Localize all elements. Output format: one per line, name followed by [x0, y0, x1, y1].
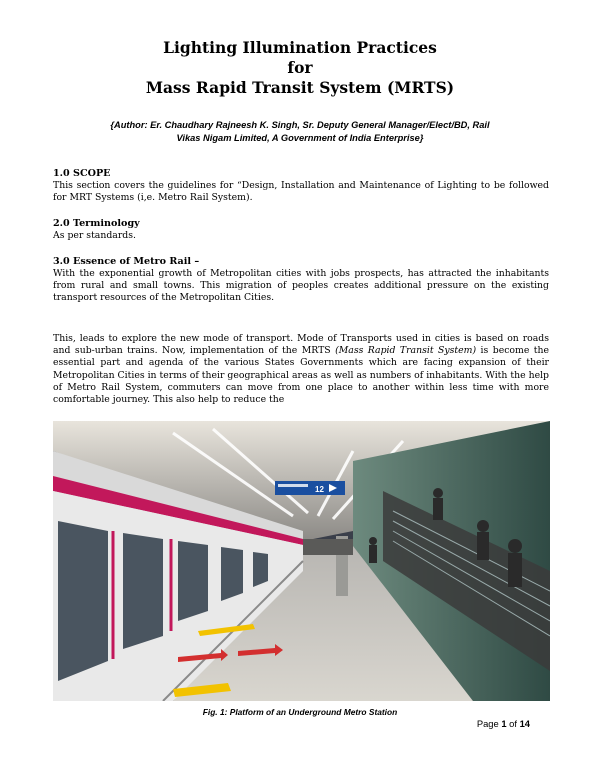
- metro-station-illustration: [53, 421, 550, 701]
- document-title-line-3: Mass Rapid Transit System (MRTS): [145, 78, 455, 97]
- transport-paragraph-part-1: This, leads to explore the new mode of transport. Mode of Transports used in cities is based on roads and sub-urban trains. Now, implementation of the MRTS: [53, 333, 549, 357]
- terminology-text: As per standards.: [53, 230, 136, 241]
- metro-station-photo: [53, 421, 550, 701]
- sign-number: 12: [315, 485, 324, 494]
- transport-paragraph-emphasis: (Mass Rapid Transit System): [335, 345, 477, 357]
- direction-sign-text-block: [278, 484, 308, 487]
- author-line-2: Vikas Nigam Limited, A Government of India Enterprise}: [176, 133, 424, 143]
- figure-caption: Fig. 1: Platform of an Underground Metro Station: [202, 707, 398, 717]
- document-title-line-2: for: [287, 58, 313, 77]
- page-current: 1: [501, 718, 507, 729]
- page-prefix: Page: [476, 718, 502, 729]
- transport-paragraph-part-2: is become the essential part and agenda of the various States Governments which are facing expansion of their Metropolitan Cities in terms of their geographical areas as well as numbers of inhabitants. With the help of Metro Rail System, commuters can move from one place to another within less time with more comfortable journey. This also help to reduce the: [53, 345, 550, 406]
- scope-heading: 1.0 SCOPE: [53, 168, 111, 179]
- page-total: 14: [519, 718, 530, 729]
- page-of: of: [506, 718, 520, 729]
- document-title-line-1: Lighting Illumination Practices: [163, 38, 437, 57]
- scope-text: This section covers the guidelines for “Design, Installation and Maintenance of Lighting to be followed for MRT Systems (i,e. Metro Rail System).: [53, 180, 549, 204]
- essence-heading: 3.0 Essence of Metro Rail –: [53, 256, 200, 267]
- terminology-heading: 2.0 Terminology: [53, 218, 140, 229]
- essence-text: With the exponential growth of Metropolitan cities with jobs prospects, has attracted the inhabitants from rural and small towns. This migration of peoples creates additional pressure on the existing transport resources of the Metropolitan Cities.: [53, 268, 549, 304]
- author-line-1: {Author: Er. Chaudhary Rajneesh K. Singh, Sr. Deputy General Manager/Elect/BD, Rail: [110, 120, 490, 130]
- transport-paragraph: [53, 333, 549, 406]
- distant-platform: [303, 539, 353, 555]
- page-number: [477, 718, 530, 729]
